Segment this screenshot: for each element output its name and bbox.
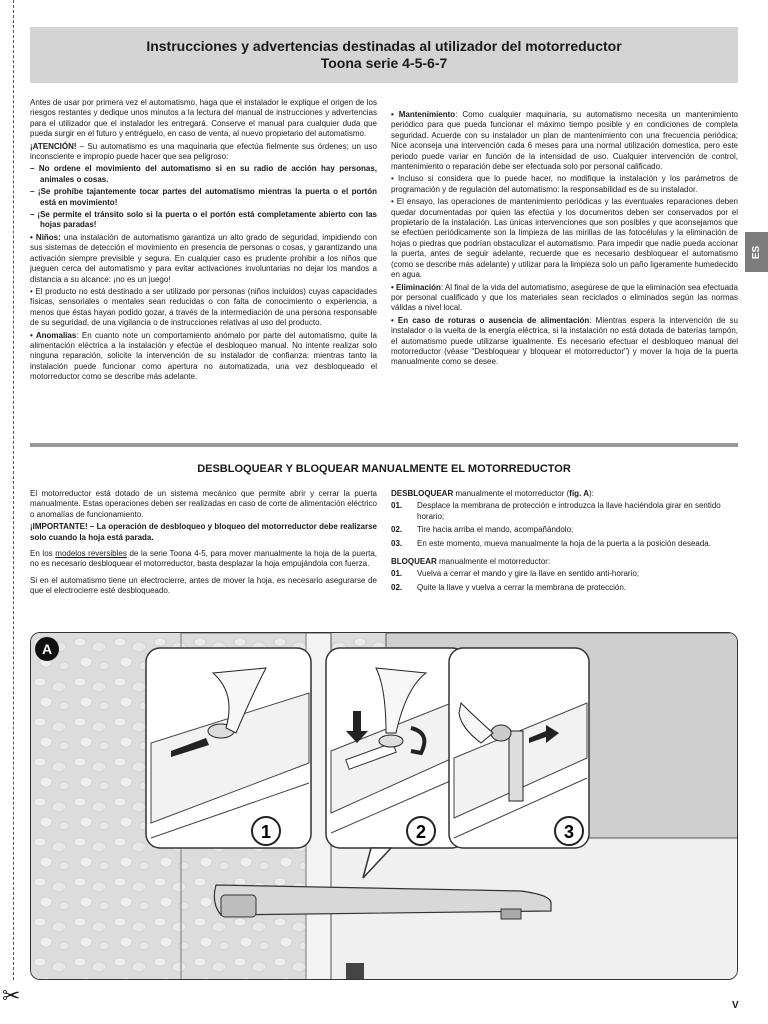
- warning-item: – ¡Se prohíbe tajantemente tocar partes del automatismo mientras la puerta o el portón está en movimiento!: [30, 187, 377, 207]
- anomalies-paragraph: • Anomalías: En cuanto note un comportamiento anómalo por parte del automatismo, quite la alimentación eléctrica a la instalación y efectúe el desbloqueo manual. No intente realizar solo ninguna reparación, solicite la intervención de su instalador de confianza: mientras tanto la instalación puede funcionar como apertura no automatizada, una vez desbloqueado el motorreductor como se describe más adelante.: [30, 330, 378, 382]
- maintenance-paragraph: • Mantenimiento: Como cualquier maquinaria, su automatismo necesita un mantenimiento periódico para que pueda funcionar el máximo tiempo posible y en condiciones de completa seguridad. Acuerde con su instalador un plan de mantenimiento con una frecuencia periódica; Nice aconseja una intervención cada 6 meses para una normal utilización domestica, pero este periodo puede variar en función de la intensidad de uso. Cualquier intervención de control, mantenimiento o reparación debe ser efectuada solo por personal calificado.: [391, 110, 739, 172]
- warning-item: – ¡Se permite el tránsito solo si la puerta o el portón está completamente abierto con las hojas paradas!: [30, 210, 377, 230]
- section-divider: [30, 443, 738, 447]
- left-column: [30, 98, 377, 385]
- reversible-note: En los modelos reversibles de la serie Toona 4-5, para mover manualmente la hoja de la puerta, no es necesario desbloquear el motorreductor, basta desplazar la hoja empujándola con fuerza.: [30, 549, 377, 569]
- section-title: DESBLOQUEAR Y BLOQUEAR MANUALMENTE EL MOTORREDUCTOR: [197, 463, 571, 475]
- cut-line: [13, 0, 14, 980]
- title-line-2: Toona serie 4-5-6-7: [320, 55, 448, 71]
- section-intro: El motorreductor está dotado de un sistema mecánico que permite abrir y cerrar la puerta manualmente. Estas operaciones deben ser realizadas en caso de corte de alimentación eléctrico o anomalías de funcionamiento.: [30, 489, 377, 519]
- motor-bracket: [221, 895, 256, 917]
- lock-step: 01. Vuelva a cerrar el mando y gire la llave en sentido anti-horario;: [391, 569, 640, 579]
- unlock-step: 01. Desplace la membrana de protección e introduzca la llave haciéndola girar en sentido horario;: [391, 501, 721, 521]
- unlock-step: 02. Tire hacia arriba el mando, acompañándolo;: [391, 525, 574, 535]
- page-number: V: [732, 1000, 739, 1011]
- section-left-column: [30, 489, 377, 599]
- attention-paragraph: ¡ATENCIÓN! – Su automatismo es una maquinaria que efectúa fielmente sus órdenes; un uso inconsciente e impropio puede hacer que sea peligroso:: [30, 141, 377, 162]
- lock-step: 02. Quite la llave y vuelva a cerrar la membrana de protección.: [391, 582, 626, 592]
- step-3-number: 3: [563, 822, 575, 842]
- motor-arm-bracket: [501, 909, 521, 919]
- step-1-panel: [146, 648, 311, 848]
- step-2-panel: [326, 648, 466, 848]
- important-note: ¡IMPORTANTE! – La operación de desbloqueo y bloqueo del motorreductor debe realizarse solo cuando la hoja está parada.: [30, 522, 377, 542]
- warning-item: – No ordene el movimiento del automatismo si en su radio de acción hay personas, animales o cosas.: [30, 164, 377, 184]
- section-right-column: [391, 489, 738, 596]
- breakdown-paragraph: • En caso de roturas o ausencia de alimentación: Mientras espera la intervención de su instalador o la vuelta de la energía eléctrica, si la instalación no está dotada de baterías tampón, el automatismo puede utilizarse igualmente. Es necesario efectuar el desbloqueo manual del motorreductor (véase "Desbloquear y bloquear el motorreductor") y mover la hoja de la puerta manualmente como se desee.: [391, 315, 738, 367]
- modification-paragraph: • Incluso si considera que lo puede hacer, no modifique la instalación y los parámetros de programación y de regulación del automatismo: la responsabilidad es de su instalador.: [391, 174, 738, 194]
- unlock-heading: DESBLOQUEAR manualmente el motorreductor (fig. A):: [391, 489, 594, 498]
- unlock-step: 03. En este momento, mueva manualmente la hoja de la puerta a la posición deseada.: [391, 538, 711, 548]
- language-tab: ES: [745, 232, 768, 272]
- testing-paragraph: • El ensayo, las operaciones de mantenimiento periódicas y las eventuales reparaciones deben quedar documentadas por quien las efectúa y los documentos deben ser conservados por el propietario de la instalación. Las únicas intervenciones que son posibles y que aconsejamos que se efectúen periódicamente son la limpieza de las mirillas de las fotocélulas y la eliminación de hojas o piedras que podrían obstaculizar el automatismo. Para impedir que nadie pueda accionar la puerta, antes de seguir adelante, recuerde que es necesario desbloquear el automatismo (como se describe más adelante) y utilizar para la limpieza solo un paño ligeramente humedecido en agua.: [391, 197, 738, 280]
- title-line-1: Instrucciones y advertencias destinadas al utilizador del motorreductor: [146, 38, 622, 54]
- right-column: [391, 110, 738, 370]
- figure-a: [30, 632, 738, 980]
- children-paragraph: • Niños: una instalación de automatismo garantiza un alto grado de seguridad, impidiendo con sus sistemas de detección el movimiento en presencia de personas o cosas, y garantizando una activación siempre previsible y segura. En cualquier caso es prudente prohibir a los niños que jueguen cerca del automatismo y para evitar activaciones involuntarias no dejar los mandos a distancia a su alcance: ¡no es un juego!: [30, 232, 378, 284]
- disposal-paragraph: • Eliminación: Al final de la vida del automatismo, asegúrese de que la eliminación sea efectuada por personal cualificado y que los materiales sean reciclados o eliminados según las normas válidas a nivel local.: [391, 282, 738, 313]
- figure-label: A: [41, 641, 53, 657]
- figure-illustration: [31, 633, 738, 980]
- scissors-icon: ✂: [2, 983, 21, 1008]
- electrolock-note: Si en el automatismo tiene un electrocierre, antes de mover la hoja, es necesario asegurarse de que el electrocierre esté desbloqueado.: [30, 575, 377, 596]
- step-1-number: 1: [260, 822, 272, 842]
- step-2-number: 2: [415, 822, 427, 842]
- step-3-panel: [449, 648, 589, 848]
- motor-base: [346, 963, 364, 980]
- intro-paragraph: Antes de usar por primera vez el automatismo, haga que el instalador le explique el origen de los riesgos restantes y dedique unos minutos a la lectura del manual de instrucciones y advertencias para el utilizador que el instalador les entregará. Conserve el manual para cualquier duda que pueda surgir en el futuro y entréguelo, en caso de venta, al nuevo propietario del automatismo.: [30, 98, 377, 139]
- product-paragraph: • El producto no está destinado a ser utilizado por personas (niños incluidos) cuyas capacidades físicas, sensoriales o mentales sean reducidas o con falta de conocimiento o experiencia, a menos que éstas hayan podido gozar, a través de la intermediación de una persona responsable de su seguridad, de una vigilancia o de instrucciones relativas al uso del producto.: [30, 286, 377, 328]
- page-title: [30, 27, 738, 83]
- lock-heading: BLOQUEAR manualmente el motorreductor:: [391, 557, 551, 567]
